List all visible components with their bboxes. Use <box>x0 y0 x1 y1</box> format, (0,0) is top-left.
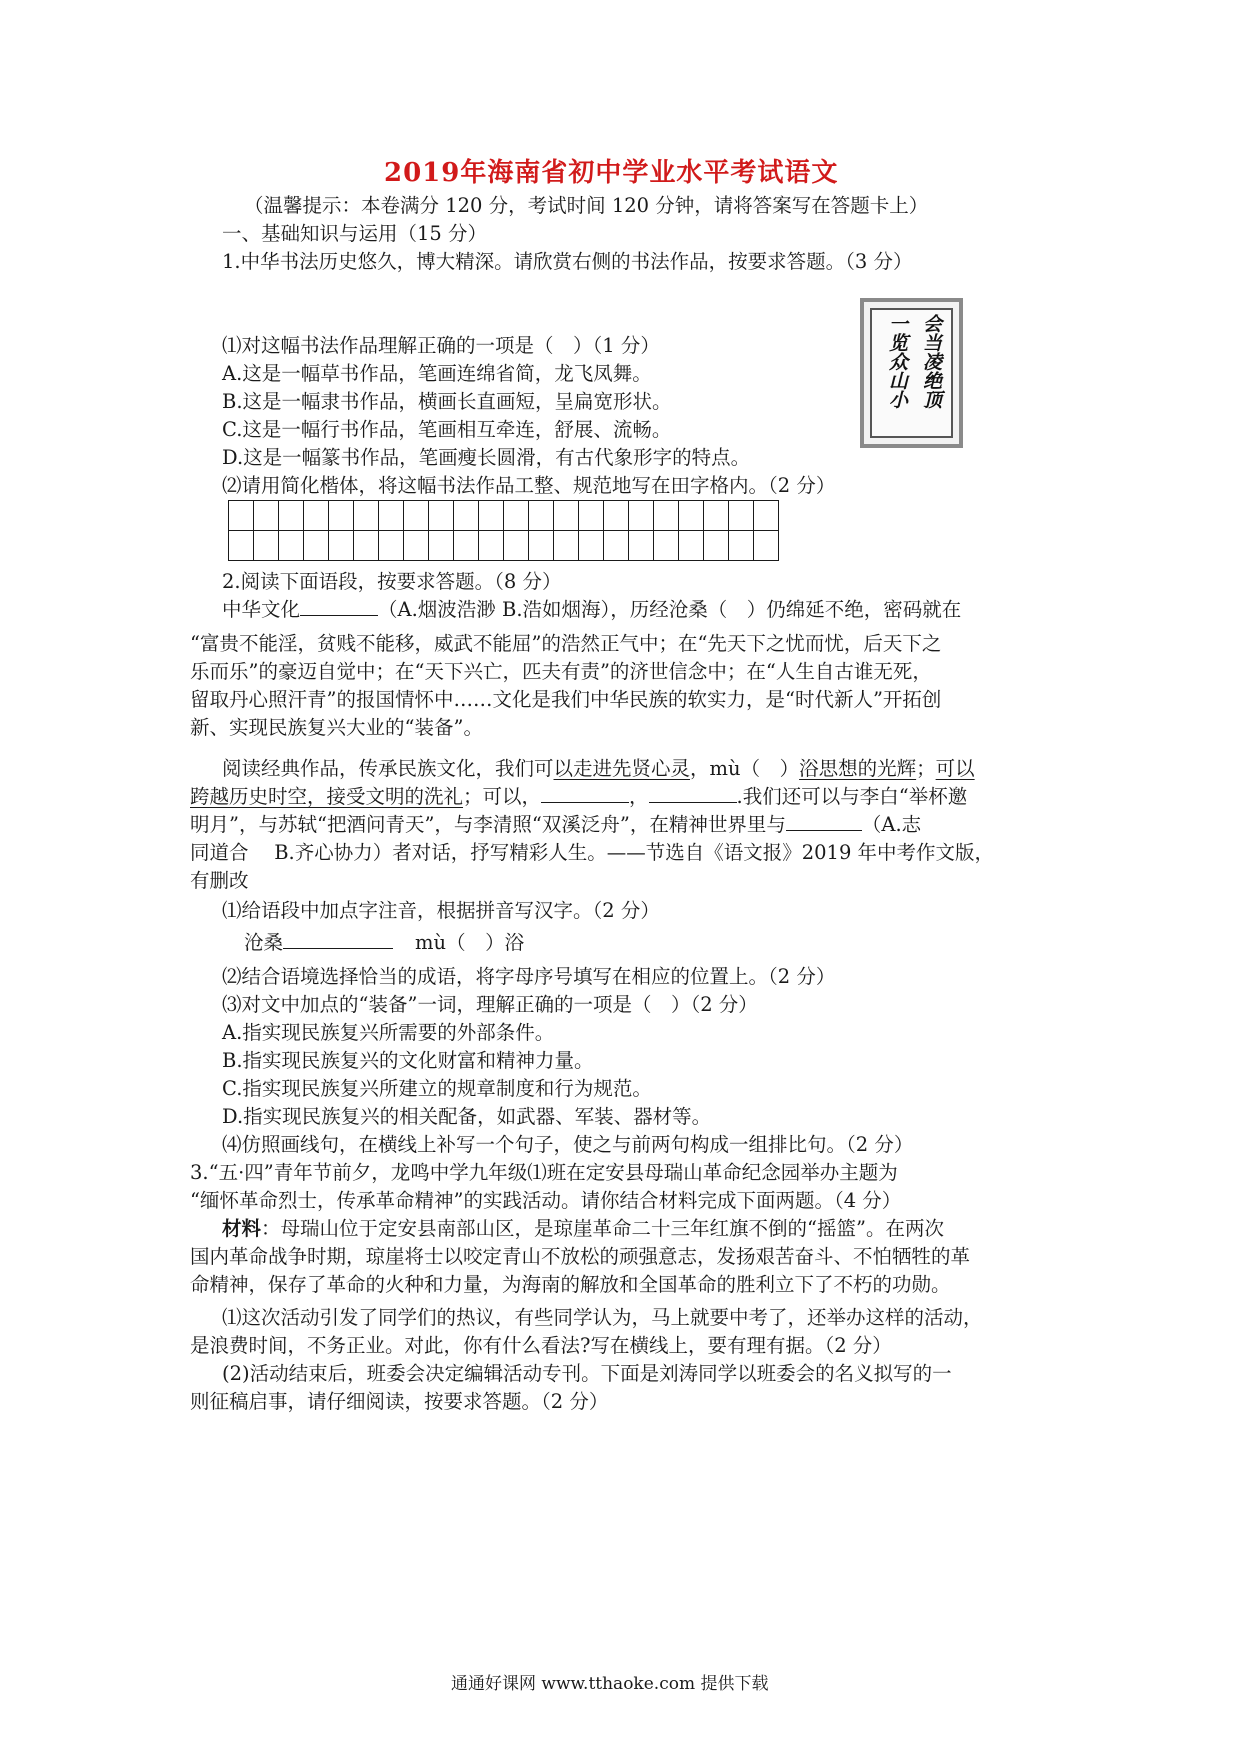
q2-stem: 2.阅读下面语段，按要求答题。（8 分） <box>222 570 562 593</box>
parallel-blank-2[interactable] <box>649 784 737 803</box>
q3-line1: 3.“五·四”青年节前夕，龙鸣中学九年级⑴班在定安县母瑞山革命纪念园举办主题为 <box>190 1161 898 1184</box>
exam-tip: （温馨提示：本卷满分 120 分，考试时间 120 分钟，请将答案写在答题卡上） <box>244 194 929 217</box>
material-label: 材料 <box>222 1217 262 1240</box>
q3-sub2-line2: 则征稿启事，请仔细阅读，按要求答题。（2 分） <box>190 1390 609 1413</box>
q2-para1-line4: 留取丹心照汗青”的报国情怀中……文化是我们中华民族的软实力，是“时代新人”开拓创 <box>190 688 942 711</box>
text: 沧桑 <box>244 931 284 954</box>
text: 明月”，与苏轼“把酒问青天”，与李清照“双溪泛舟”，在精神世界里与 <box>190 813 786 836</box>
q3-material-line2: 国内革命战争时期，琼崖将士以咬定青山不放松的顽强意志，发扬艰苦奋斗、不怕牺牲的革 <box>190 1245 971 1268</box>
q1-sub1: ⑴对这幅书法作品理解正确的一项是（ ）（1 分） <box>222 334 660 357</box>
q2-sub1: ⑴给语段中加点字注音，根据拼音写汉字。（2 分） <box>222 899 660 922</box>
text: （A.志 <box>861 813 922 836</box>
q2-sub2: ⑵结合语境选择恰当的成语，将字母序号填写在相应的位置上。（2 分） <box>222 965 836 988</box>
text: mù（ ）浴 <box>415 931 525 954</box>
q3-material-line1 <box>222 1215 944 1243</box>
underlined-phrase: 浴思想的光辉 <box>799 757 917 780</box>
tianzige-grid[interactable] <box>228 500 779 561</box>
q2-para1-line2: “富贵不能淫，贫贱不能移，威武不能屈”的浩然正气中；在“先天下之忧而忧，后天下之 <box>190 632 942 655</box>
q1-stem: 1.中华书法历史悠久，博大精深。请欣赏右侧的书法作品，按要求答题。（3 分） <box>222 250 913 273</box>
text: ； <box>916 757 936 780</box>
q2-sub3: ⑶对文中加点的“装备”一词，理解正确的一项是（ ）（2 分） <box>222 993 758 1016</box>
text: ：母瑞山位于定安县南部山区，是琼崖革命二十三年红旗不倒的“摇篮”。在两次 <box>261 1217 944 1240</box>
q3-sub1-line1: ⑴这次活动引发了同学们的热议，有些同学认为，马上就要中考了，还举办这样的活动， <box>222 1306 983 1329</box>
q2-option-b: B.指实现民族复兴的文化财富和精神力量。 <box>222 1049 594 1072</box>
text: .我们还可以与李白“举杯邀 <box>736 785 968 808</box>
calligraphy-artwork <box>860 298 963 448</box>
q2-para2-line1 <box>222 755 975 783</box>
q2-para1-line1 <box>222 596 961 624</box>
underlined-phrase: 以走进先贤心灵 <box>553 757 691 780</box>
q3-sub2-line1: (2)活动结束后，班委会决定编辑活动专刊。下面是刘涛同学以班委会的名义拟写的一 <box>222 1362 952 1385</box>
q1-option-c: C.这是一幅行书作品，笔画相互牵连，舒展、流畅。 <box>222 418 672 441</box>
q2-para2-line5: 有删改 <box>190 869 249 892</box>
q3-line2: “缅怀革命烈士，传承革命精神”的实践活动。请你结合材料完成下面两题。（4 分） <box>190 1189 902 1212</box>
page-footer: 通通好课网 www.tthaoke.com 提供下载 <box>451 1674 769 1694</box>
idiom-blank-1[interactable] <box>300 597 378 616</box>
q2-option-a: A.指实现民族复兴所需要的外部条件。 <box>222 1021 555 1044</box>
q2-para2-line2 <box>190 783 967 811</box>
q2-option-d: D.指实现民族复兴的相关配备，如武器、军装、器材等。 <box>222 1105 712 1128</box>
underlined-phrase: 跨越历史时空，接受文明的洗礼 <box>190 785 464 808</box>
q2-para1-line5: 新、实现民族复兴大业的“装备”。 <box>190 716 483 739</box>
text: ；可以， <box>463 785 542 808</box>
parallel-blank-1[interactable] <box>541 784 629 803</box>
q1-sub2: ⑵请用简化楷体，将这幅书法作品工整、规范地写在田字格内。（2 分） <box>222 474 836 497</box>
text: 中华文化 <box>222 598 301 621</box>
q2-sub1-answer <box>244 929 524 957</box>
calligraphy-column-right: 会当凌绝顶 <box>920 314 942 409</box>
q1-option-d: D.这是一幅篆书作品，笔画瘦长圆滑，有古代象形字的特点。 <box>222 446 751 469</box>
underlined-phrase: 可以 <box>935 757 975 780</box>
q2-sub4: ⑷仿照画线句，在横线上补写一个句子，使之与前两句构成一组排比句。（2 分） <box>222 1133 914 1156</box>
q2-para1-line3: 乐而乐”的豪迈自觉中；在“天下兴亡，匹夫有责”的济世信念中；在“人生自古谁无死， <box>190 660 932 683</box>
text: 阅读经典作品，传承民族文化，我们可 <box>222 757 554 780</box>
q1-option-b: B.这是一幅隶书作品，横画长直画短，呈扁宽形状。 <box>222 390 672 413</box>
q1-option-a: A.这是一幅草书作品，笔画连绵省简，龙飞凤舞。 <box>222 362 652 385</box>
q3-sub1-line2: 是浪费时间，不务正业。对此，你有什么看法?写在横线上，要有理有据。（2 分） <box>190 1334 892 1357</box>
pinyin-blank[interactable] <box>283 930 393 949</box>
page-title: 2019年海南省初中学业水平考试语文 <box>384 158 839 188</box>
q2-para2-line3 <box>190 811 921 839</box>
calligraphy-column-left: 一览众山小 <box>886 314 908 409</box>
q3-material-line3: 命精神，保存了革命的火种和力量，为海南的解放和全国革命的胜利立下了不朽的功勋。 <box>190 1273 951 1296</box>
text: ， <box>629 785 649 808</box>
section-heading: 一、基础知识与运用（15 分） <box>222 222 488 245</box>
q2-option-c: C.指实现民族复兴所建立的规章制度和行为规范。 <box>222 1077 652 1100</box>
text: （A.烟波浩渺 B.浩如烟海），历经沧桑（ ）仍绵延不绝，密码就在 <box>378 598 962 621</box>
text: ，mù（ ） <box>690 757 800 780</box>
idiom-blank-2[interactable] <box>786 812 862 831</box>
q2-para2-line4: 同道合 B.齐心协力）者对话，抒写精彩人生。——节选自《语文报》2019 年中考作文版， <box>190 841 995 864</box>
